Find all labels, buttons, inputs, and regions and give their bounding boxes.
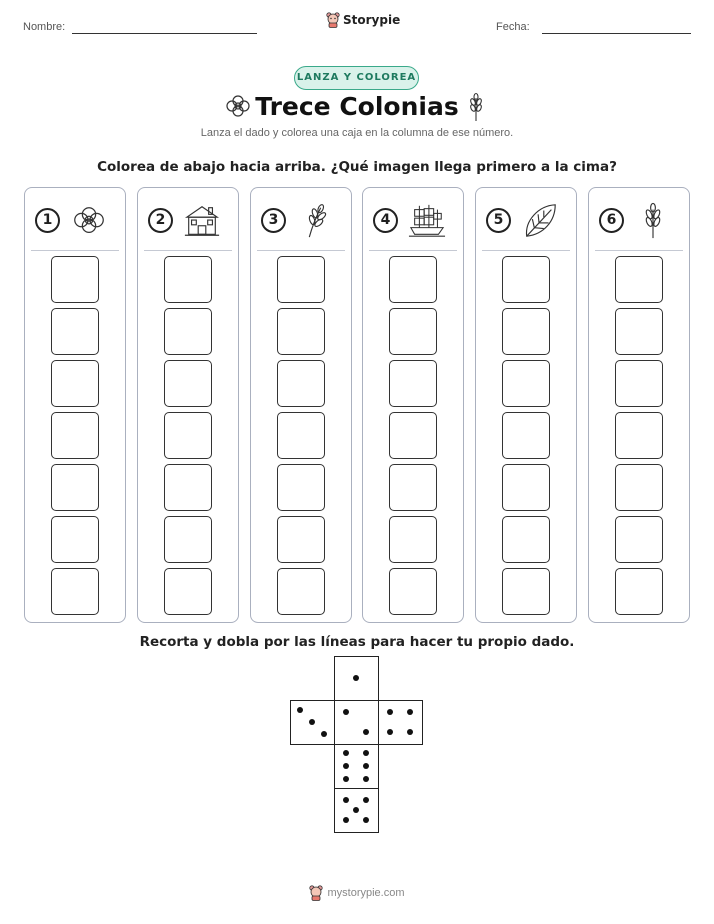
column-4 xyxy=(362,187,464,623)
die-pip xyxy=(343,709,349,715)
die-pip xyxy=(343,817,349,823)
color-box[interactable] xyxy=(615,256,663,303)
date-label: Fecha: xyxy=(496,21,530,33)
column-number: 3 xyxy=(261,208,286,233)
color-box[interactable] xyxy=(51,308,99,355)
column-divider xyxy=(257,250,345,251)
colonial-house-icon xyxy=(182,202,222,240)
column-header xyxy=(589,202,689,242)
color-box[interactable] xyxy=(389,256,437,303)
color-box[interactable] xyxy=(51,516,99,563)
color-box[interactable] xyxy=(277,464,325,511)
column-divider xyxy=(595,250,683,251)
column-divider xyxy=(144,250,232,251)
color-box[interactable] xyxy=(277,412,325,459)
color-box[interactable] xyxy=(615,412,663,459)
column-number: 4 xyxy=(373,208,398,233)
column-number: 5 xyxy=(486,208,511,233)
die-pip xyxy=(343,776,349,782)
die-instruction: Recorta y dobla por las líneas para hacer tu propio dado. xyxy=(139,634,575,650)
bear-icon xyxy=(326,12,340,28)
subtitle: Lanza el dado y colorea una caja en la columna de ese número. xyxy=(200,127,514,139)
instruction-text: Colorea de abajo hacia arriba. ¿Qué imagen llega primero a la cima? xyxy=(97,159,617,175)
page-title: Trece Colonias xyxy=(255,92,459,121)
color-box[interactable] xyxy=(277,256,325,303)
color-box[interactable] xyxy=(277,516,325,563)
color-box[interactable] xyxy=(51,412,99,459)
cotton-icon xyxy=(69,202,109,240)
column-3 xyxy=(250,187,352,623)
color-box[interactable] xyxy=(615,360,663,407)
color-box[interactable] xyxy=(502,516,550,563)
die-pip xyxy=(309,719,315,725)
column-header xyxy=(25,202,125,242)
column-number: 1 xyxy=(35,208,60,233)
color-box[interactable] xyxy=(502,464,550,511)
color-box[interactable] xyxy=(389,360,437,407)
column-5 xyxy=(475,187,577,623)
column-number: 6 xyxy=(599,208,624,233)
column-header xyxy=(251,202,351,242)
tobacco-leaf-icon xyxy=(520,202,560,240)
die-pip xyxy=(387,709,393,715)
column-1 xyxy=(24,187,126,623)
color-box[interactable] xyxy=(164,256,212,303)
die-pip xyxy=(363,776,369,782)
color-box[interactable] xyxy=(502,568,550,615)
column-header xyxy=(138,202,238,242)
bear-icon xyxy=(309,885,323,901)
column-divider xyxy=(369,250,457,251)
name-line[interactable] xyxy=(72,33,257,34)
grain-stalk-icon xyxy=(633,202,673,240)
color-box[interactable] xyxy=(389,464,437,511)
die-pip xyxy=(343,750,349,756)
cotton-icon xyxy=(224,92,252,120)
die-pip xyxy=(343,797,349,803)
footer xyxy=(0,885,714,901)
column-6 xyxy=(588,187,690,623)
column-number: 2 xyxy=(148,208,173,233)
color-box[interactable] xyxy=(164,516,212,563)
color-box[interactable] xyxy=(277,308,325,355)
die-pip xyxy=(297,707,303,713)
color-box[interactable] xyxy=(389,516,437,563)
die-pip xyxy=(407,729,413,735)
column-header xyxy=(363,202,463,242)
die-face-2 xyxy=(334,700,379,745)
sailing-ship-icon xyxy=(407,202,447,240)
color-box[interactable] xyxy=(615,516,663,563)
color-box[interactable] xyxy=(51,256,99,303)
die-pip xyxy=(363,797,369,803)
color-box[interactable] xyxy=(389,308,437,355)
color-box[interactable] xyxy=(164,568,212,615)
date-line[interactable] xyxy=(542,33,691,34)
die-pip xyxy=(343,763,349,769)
color-box[interactable] xyxy=(164,412,212,459)
die-pip xyxy=(363,817,369,823)
die-pip xyxy=(321,731,327,737)
die-face-6 xyxy=(334,744,379,789)
column-divider xyxy=(482,250,570,251)
color-box[interactable] xyxy=(51,464,99,511)
die-pip xyxy=(363,729,369,735)
color-box[interactable] xyxy=(164,464,212,511)
brand-name: Storypie xyxy=(343,13,401,27)
die-pip xyxy=(353,675,359,681)
color-box[interactable] xyxy=(615,568,663,615)
column-divider xyxy=(31,250,119,251)
activity-tag: LANZA Y COLOREA xyxy=(294,66,419,90)
color-box[interactable] xyxy=(502,360,550,407)
die-pip xyxy=(387,729,393,735)
footer-url[interactable]: mystorypie.com xyxy=(327,887,405,899)
die-face-4 xyxy=(378,700,423,745)
die-pip xyxy=(407,709,413,715)
color-box[interactable] xyxy=(615,308,663,355)
color-box[interactable] xyxy=(51,568,99,615)
brand-logo xyxy=(326,12,400,28)
column-header xyxy=(476,202,576,242)
color-box[interactable] xyxy=(51,360,99,407)
column-2 xyxy=(137,187,239,623)
color-box[interactable] xyxy=(615,464,663,511)
name-label: Nombre: xyxy=(23,21,66,33)
color-box[interactable] xyxy=(164,308,212,355)
die-face-1 xyxy=(334,656,379,701)
die-face-3 xyxy=(290,700,335,745)
die-pip xyxy=(353,807,359,813)
color-box[interactable] xyxy=(502,308,550,355)
die-face-5 xyxy=(334,788,379,833)
color-box[interactable] xyxy=(502,412,550,459)
wheat-icon xyxy=(295,202,335,240)
color-box[interactable] xyxy=(277,568,325,615)
color-box[interactable] xyxy=(164,360,212,407)
color-box[interactable] xyxy=(389,568,437,615)
wheat-icon xyxy=(466,92,486,122)
die-pip xyxy=(363,750,369,756)
color-box[interactable] xyxy=(389,412,437,459)
die-pip xyxy=(363,763,369,769)
color-box[interactable] xyxy=(277,360,325,407)
color-box[interactable] xyxy=(502,256,550,303)
